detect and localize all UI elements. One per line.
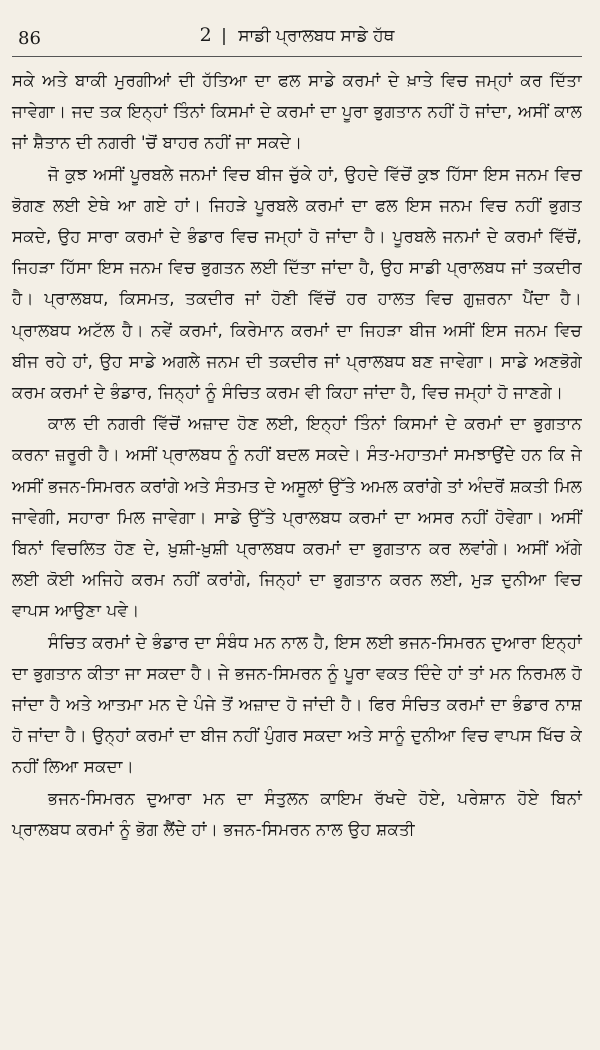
page-number: 86 bbox=[18, 28, 41, 49]
page-header bbox=[12, 22, 582, 57]
running-head bbox=[12, 24, 582, 46]
paragraph: ਭਜਨ-ਸਿਮਰਨ ਦੁਆਰਾ ਮਨ ਦਾ ਸੰਤੁਲਨ ਕਾਇਮ ਰੱਖਦੇ ਹੋਏ, ਪਰੇਸ਼ਾਨ ਹੋਏ ਬਿਨਾਂ ਪ੍ਰਾਲਬਧ ਕਰਮਾਂ ਨੂੰ ਭੋਗ ਲੈਂਦੇ ਹਾਂ। ਭਜਨ-ਸਿਮਰਨ ਨਾਲ ਉਹ ਸ਼ਕਤੀ bbox=[12, 788, 582, 839]
paragraph: ਜੋ ਕੁਝ ਅਸੀਂ ਪੂਰਬਲੇ ਜਨਮਾਂ ਵਿਚ ਬੀਜ ਚੁੱਕੇ ਹਾਂ, ਉਹਦੇ ਵਿੱਚੋਂ ਕੁਝ ਹਿੱਸਾ ਇਸ ਜਨਮ ਵਿਚ ਭੋਗਣ ਲਈ ਏਥੇ ਆ ਗਏ ਹਾਂ। ਜਿਹੜੇ ਪੂਰਬਲੇ ਕਰਮਾਂ ਦਾ ਫਲ ਇਸ ਜਨਮ ਵਿਚ ਨਹੀਂ ਭੁਗਤ ਸਕਦੇ, ਉਹ ਸਾਰਾ ਕਰਮਾਂ ਦੇ ਭੰਡਾਰ ਵਿਚ ਜਮ੍ਹਾਂ ਹੋ ਜਾਂਦਾ ਹੈ। ਪੂਰਬਲੇ ਜਨਮਾਂ ਦੇ ਕਰਮਾਂ ਵਿੱਚੋਂ, ਜਿਹੜਾ ਹਿੱਸਾ ਇਸ ਜਨਮ ਵਿਚ ਭੁਗਤਨ ਲਈ ਦਿੱਤਾ ਜਾਂਦਾ ਹੈ, ਉਹ ਸਾਡੀ ਪ੍ਰਾਲਬਧ ਜਾਂ ਤਕਦੀਰ ਹੈ। ਪ੍ਰਾਲਬਧ, ਕਿਸਮਤ, ਤਕਦੀਰ ਜਾਂ ਹੋਣੀ ਵਿੱਚੋਂ ਹਰ ਹਾਲਤ ਵਿਚ ਗੁਜ਼ਰਨਾ ਪੈਂਦਾ ਹੈ। ਪ੍ਰਾਲਬਧ ਅਟੱਲ ਹੈ। ਨਵੇਂ ਕਰਮਾਂ, ਕਿਰੇਮਾਨ ਕਰਮਾਂ ਦਾ ਜਿਹੜਾ ਬੀਜ ਅਸੀਂ ਇਸ ਜਨਮ ਵਿਚ ਬੀਜ ਰਹੇ ਹਾਂ, ਉਹ ਸਾਡੇ ਅਗਲੇ ਜਨਮ ਦੀ ਤਕਦੀਰ ਜਾਂ ਪ੍ਰਾਲਬਧ ਬਣ ਜਾਵੇਗਾ। ਸਾਡੇ ਅਣਭੋਗੇ ਕਰਮ ਕਰਮਾਂ ਦੇ ਭੰਡਾਰ, ਜਿਨ੍ਹਾਂ ਨੂੰ ਸੰਚਿਤ ਕਰਮ ਵੀ ਕਿਹਾ ਜਾਂਦਾ ਹੈ, ਵਿਚ ਜਮ੍ਹਾਂ ਹੋ ਜਾਣਗੇ। bbox=[12, 164, 582, 403]
header-separator: | bbox=[221, 26, 227, 46]
paragraph: ਕਾਲ ਦੀ ਨਗਰੀ ਵਿੱਚੋਂ ਅਜ਼ਾਦ ਹੋਣ ਲਈ, ਇਨ੍ਹਾਂ ਤਿੰਨਾਂ ਕਿਸਮਾਂ ਦੇ ਕਰਮਾਂ ਦਾ ਭੁਗਤਾਨ ਕਰਨਾ ਜ਼ਰੂਰੀ ਹੈ। ਅਸੀਂ ਪ੍ਰਾਲਬਧ ਨੂੰ ਨਹੀਂ ਬਦਲ ਸਕਦੇ। ਸੰਤ-ਮਹਾਤਮਾਂ ਸਮਝਾਉਂਦੇ ਹਨ ਕਿ ਜੇ ਅਸੀਂ ਭਜਨ-ਸਿਮਰਨ ਕਰਾਂਗੇ ਅਤੇ ਸੰਤਮਤ ਦੇ ਅਸੂਲਾਂ ਉੱਤੇ ਅਮਲ ਕਰਾਂਗੇ ਤਾਂ ਅੰਦਰੋਂ ਸ਼ਕਤੀ ਮਿਲ ਜਾਵੇਗੀ, ਸਹਾਰਾ ਮਿਲ ਜਾਵੇਗਾ। ਸਾਡੇ ਉੱਤੇ ਪ੍ਰਾਲਬਧ ਕਰਮਾਂ ਦਾ ਅਸਰ ਨਹੀਂ ਹੋਵੇਗਾ। ਅਸੀਂ ਬਿਨਾਂ ਵਿਚਲਿਤ ਹੋਣ ਦੇ, ਖ਼ੁਸ਼ੀ-ਖ਼ੁਸ਼ੀ ਪ੍ਰਾਲਬਧ ਕਰਮਾਂ ਦਾ ਭੁਗਤਾਨ ਕਰ ਲਵਾਂਗੇ। ਅਸੀਂ ਅੱਗੇ ਲਈ ਕੋਈ ਅਜਿਹੇ ਕਰਮ ਨਹੀਂ ਕਰਾਂਗੇ, ਜਿਨ੍ਹਾਂ ਦਾ ਭੁਗਤਾਨ ਕਰਨ ਲਈ, ਮੁੜ ਦੁਨੀਆ ਵਿਚ ਵਾਪਸ ਆਉਣਾ ਪਵੇ। bbox=[12, 414, 582, 621]
paragraph: ਸੰਚਿਤ ਕਰਮਾਂ ਦੇ ਭੰਡਾਰ ਦਾ ਸੰਬੰਧ ਮਨ ਨਾਲ ਹੈ, ਇਸ ਲਈ ਭਜਨ-ਸਿਮਰਨ ਦੁਆਰਾ ਇਨ੍ਹਾਂ ਦਾ ਭੁਗਤਾਨ ਕੀਤਾ ਜਾ ਸਕਦਾ ਹੈ। ਜੇ ਭਜਨ-ਸਿਮਰਨ ਨੂੰ ਪੂਰਾ ਵਕਤ ਦਿੰਦੇ ਹਾਂ ਤਾਂ ਮਨ ਨਿਰਮਲ ਹੋ ਜਾਂਦਾ ਹੈ ਅਤੇ ਆਤਮਾ ਮਨ ਦੇ ਪੰਜੇ ਤੋਂ ਅਜ਼ਾਦ ਹੋ ਜਾਂਦੀ ਹੈ। ਫਿਰ ਸੰਚਿਤ ਕਰਮਾਂ ਦਾ ਭੰਡਾਰ ਨਾਸ਼ ਹੋ ਜਾਂਦਾ ਹੈ। ਉਨ੍ਹਾਂ ਕਰਮਾਂ ਦਾ ਬੀਜ ਨਹੀਂ ਪੁੰਗਰ ਸਕਦਾ ਅਤੇ ਸਾਨੂੰ ਦੁਨੀਆ ਵਿਚ ਵਾਪਸ ਖਿੱਚ ਕੇ ਨਹੀਂ ਲਿਆ ਸਕਦਾ। bbox=[12, 632, 582, 777]
body-text bbox=[12, 65, 582, 845]
chapter-number: 2 bbox=[199, 24, 212, 46]
paragraph: ਸਕੇ ਅਤੇ ਬਾਕੀ ਮੁਰਗੀਆਂ ਦੀ ਹੱਤਿਆ ਦਾ ਫਲ ਸਾਡੇ ਕਰਮਾਂ ਦੇ ਖ਼ਾਤੇ ਵਿਚ ਜਮ੍ਹਾਂ ਕਰ ਦਿੱਤਾ ਜਾਵੇਗਾ। ਜਦ ਤਕ ਇਨ੍ਹਾਂ ਤਿੰਨਾਂ ਕਿਸਮਾਂ ਦੇ ਕਰਮਾਂ ਦਾ ਪੂਰਾ ਭੁਗਤਾਨ ਨਹੀਂ ਹੋ ਜਾਂਦਾ, ਅਸੀਂ ਕਾਲ ਜਾਂ ਸ਼ੈਤਾਨ ਦੀ ਨਗਰੀ 'ਚੋਂ ਬਾਹਰ ਨਹੀਂ ਜਾ ਸਕਦੇ। bbox=[12, 71, 582, 153]
chapter-title: ਸਾਡੀ ਪ੍ਰਾਲਬਧ ਸਾਡੇ ਹੱਥ bbox=[238, 26, 395, 46]
